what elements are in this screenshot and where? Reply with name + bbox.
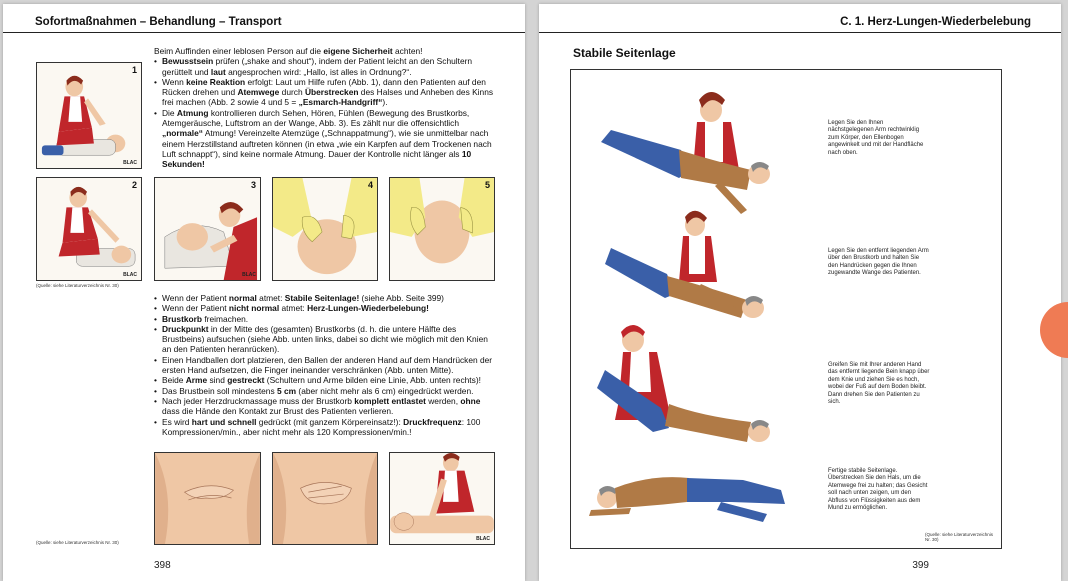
bullet-item: • Die Atmung kontrollieren durch Sehen, Hören, Fühlen (Bewegung des Brustkorbs, Atemgeräusche, Luftstrom an der Wange, Abb. 3). Es zählt nur die offensichtlich „normale“ Atmung! Vereinzelte Atemzüge („Schnappatmung“), wie sie unmittelbar nach einem Herzstillstand auftreten können (in etwa „wie ein Karpfen auf dem Trockenen nach Luft schnappt“), sind keine normale Atmung. Dauer der Kontrolle nicht länger als 10 Sekunden! — [154, 108, 498, 170]
figure-3 — [154, 177, 261, 281]
figure-hand-position — [272, 452, 378, 545]
figure-1-illustration — [37, 63, 141, 168]
bullet-item: • Einen Handballen dort platzieren, den Ballen der anderen Hand auf dem Handrücken der ersten Hand aufsetzen, die Finger ineinander verschränken (Abb. unten Mitte). — [154, 355, 498, 376]
bullet-item: • Bewusstsein prüfen („shake and shout“), indem der Patient leicht an den Schultern gerüttelt und laut angesprochen wird: „Hallo, ist alles in Ordnung?“. — [154, 56, 498, 77]
figure-number: 5 — [484, 180, 490, 190]
header-title: Sofortmaßnahmen – Behandlung – Transport — [35, 16, 282, 28]
page-399 — [539, 4, 1061, 581]
step-4-text: Fertige stabile Seitenlage. Überstrecken Sie den Hals, um die Atemwege frei zu halten; das Gesicht soll nach unten zeigen, um den Abfluss von Flüssigkeiten aus dem Mund zu ermöglichen. — [828, 468, 928, 512]
bullet-item: • Brustkorb freimachen. — [154, 314, 498, 324]
figure-2 — [36, 177, 142, 281]
figure-1 — [36, 62, 142, 169]
bullet-list-bottom — [154, 293, 498, 437]
figure-number: 1 — [131, 65, 137, 75]
section-title: Stabile Seitenlage — [573, 46, 676, 60]
arm-position-illustration — [390, 453, 494, 544]
intro-line: Beim Auffinden einer leblosen Person auf die eigene Sicherheit achten! — [154, 46, 423, 56]
figure-4-illustration — [273, 178, 377, 280]
page-header — [539, 4, 1061, 33]
figure-2-illustration — [37, 178, 141, 280]
figure-arm-position — [389, 452, 495, 545]
figure-credit: BLAC — [123, 160, 137, 166]
pressure-point-illustration — [155, 453, 260, 544]
page-header — [3, 4, 525, 33]
hand-position-illustration — [273, 453, 377, 544]
figure-3-illustration — [155, 178, 260, 280]
bullet-item: • Wenn der Patient nicht normal atmet: Herz-Lungen-Wiederbelebung! — [154, 303, 498, 313]
figure-4 — [272, 177, 378, 281]
recovery-position-frame — [570, 69, 1002, 549]
step-3-text: Greifen Sie mit Ihrer anderen Hand das entfernt liegende Bein knapp über dem Knie und ziehen Sie es hoch, wobei der Fuß auf dem Boden bleibt. Dann drehen Sie den Patienten zu sich. — [828, 362, 930, 406]
figure-number: 4 — [367, 180, 373, 190]
figure-credit: BLAC — [123, 272, 137, 278]
step-2-text: Legen Sie den entfernt liegenden Arm über den Brustkorb und halten Sie den Handrücken gegen die Ihnen zugewandte Wange des Patienten. — [828, 248, 929, 277]
bullet-item: • Das Brustbein soll mindestens 5 cm (aber nicht mehr als 6 cm) eingedrückt werden. — [154, 386, 498, 396]
recovery-position-illustration — [571, 70, 1003, 550]
bullet-item: • Druckpunkt in der Mitte des (gesamten) Brustkorbs (d. h. die untere Hälfte des Brustbeins) aufsuchen (siehe Abb. unten links, dabei so dicht wie möglich mit den Knien an den Patienten heranrücken). — [154, 324, 498, 355]
header-title: C. 1. Herz-Lungen-Wiederbelebung — [840, 16, 1031, 28]
figure-5-illustration — [390, 178, 494, 280]
page-398 — [3, 4, 525, 581]
bullet-list-top — [154, 56, 498, 169]
bullet-item: • Beide Arme sind gestreckt (Schultern und Arme bilden eine Linie, Abb. unten rechts)! — [154, 375, 498, 385]
source-note: (Quelle: siehe Literaturverzeichnis Nr. 30) — [36, 540, 119, 545]
source-note: (Quelle: siehe Literaturverzeichnis Nr. 30) — [925, 532, 994, 542]
figure-number: 2 — [131, 180, 137, 190]
instructions-top — [154, 46, 498, 170]
figure-credit: BLAC — [476, 536, 490, 542]
bullet-item: • Wenn der Patient normal atmet: Stabile Seitenlage! (siehe Abb. Seite 399) — [154, 293, 498, 303]
figure-credit: BLAC — [242, 272, 256, 278]
step-1-text: Legen Sie den Ihnen nächstgelegenen Arm rechtwinklig zum Körper, den Ellenbogen angewinkelt und mit der Handfläche nach oben. — [828, 120, 924, 156]
figure-number: 3 — [250, 180, 256, 190]
source-note: (Quelle: siehe Literaturverzeichnis Nr. 30) — [36, 283, 119, 288]
page-number: 399 — [912, 560, 929, 571]
bullet-item: • Wenn keine Reaktion erfolgt: Laut um Hilfe rufen (Abb. 1), dann den Patienten auf den Rücken drehen und Atemwege durch Überstrecken des Halses und Anheben des Kinns frei machen (Abb. 2 sowie 4 und 5 = „Esmarch-Handgriff“). — [154, 77, 498, 108]
figure-5 — [389, 177, 495, 281]
page-number: 398 — [154, 560, 171, 571]
bullet-item: • Es wird hart und schnell gedrückt (mit ganzem Körpereinsatz!): Druckfrequenz: 100 Kompressionen/min., aber nicht mehr als 120 Kompressionen/min.! — [154, 417, 498, 438]
bullet-item: • Nach jeder Herzdruckmassage muss der Brustkorb komplett entlastet werden, ohne dass die Hände den Kontakt zur Brust des Patienten verlieren. — [154, 396, 498, 417]
figure-pressure-point — [154, 452, 261, 545]
